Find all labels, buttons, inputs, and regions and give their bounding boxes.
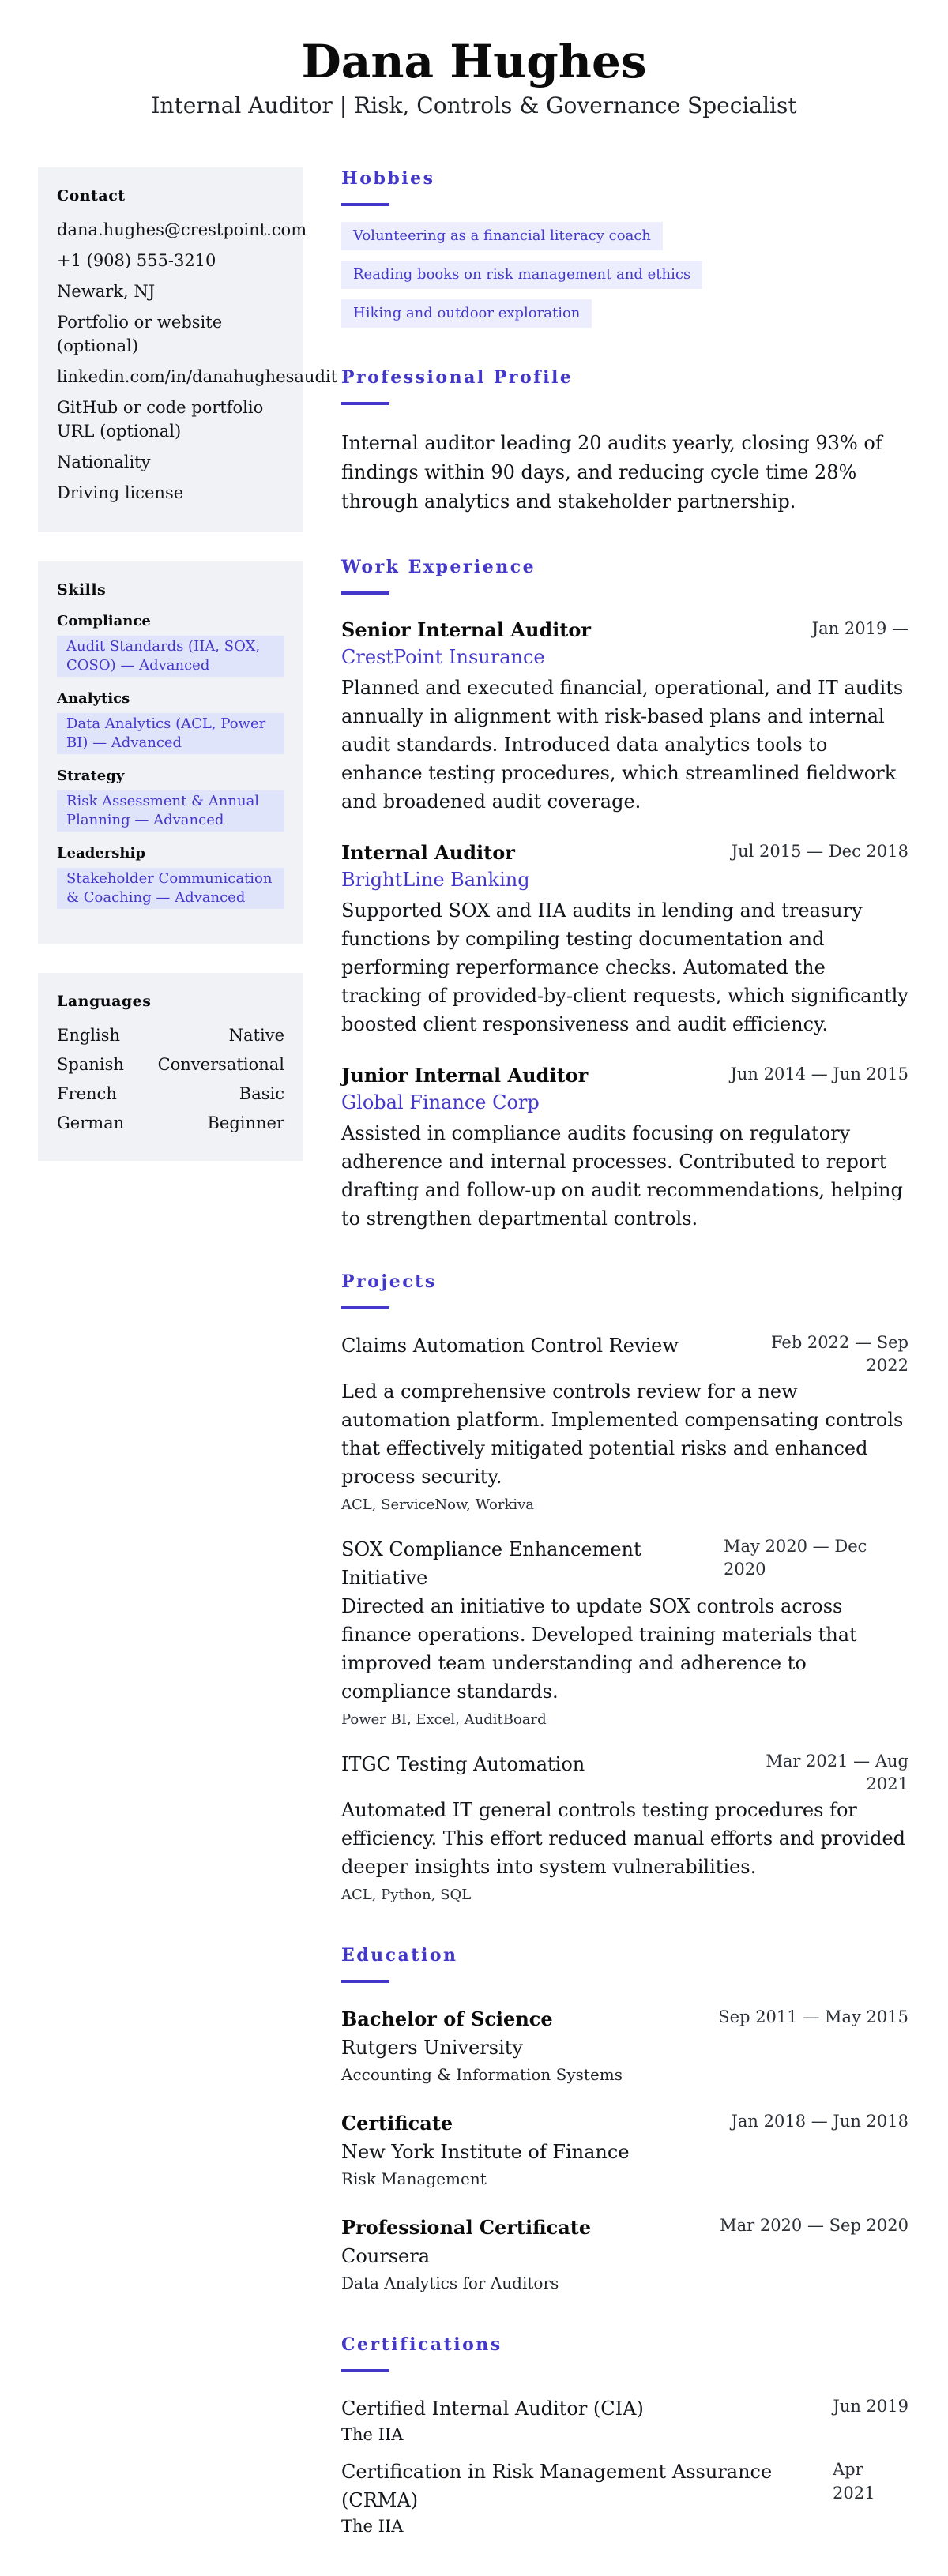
education-entry xyxy=(341,2005,908,2087)
section-divider xyxy=(341,591,389,595)
education-field: Accounting & Information Systems xyxy=(341,2065,623,2084)
job-description: Assisted in compliance audits focusing on regulatory adherence and internal processes. Contributed to report drafting and follow-up on audit recommendations, helping to strengthen departmental controls. xyxy=(341,1122,903,1230)
job-dates: Jan 2019 — xyxy=(811,619,908,638)
education-section xyxy=(341,1944,908,2296)
education-entry xyxy=(341,2109,908,2191)
profile-section xyxy=(341,366,908,516)
skill-group-compliance xyxy=(57,612,284,677)
section-divider xyxy=(341,1980,389,1983)
skill-group-strategy xyxy=(57,767,284,832)
skill-chip: Stakeholder Communication & Coaching — Advanced xyxy=(57,868,284,909)
language-name: English xyxy=(57,1026,121,1045)
job-description: Supported SOX and IIA audits in lending and treasury functions by compiling testing documentation and performing reperformance checks. Automated the tracking of provided-by-client requests, which significantly boosted client responsiveness and audit efficiency. xyxy=(341,899,908,1035)
job-company: CrestPoint Insurance xyxy=(341,646,545,668)
skill-chip: Audit Standards (IIA, SOX, COSO) — Advanced xyxy=(57,636,284,677)
contact-portfolio: Portfolio or website (optional) xyxy=(57,313,223,355)
project-entry xyxy=(341,1331,908,1516)
job-title: Internal Auditor xyxy=(341,841,515,864)
contact-title: Contact xyxy=(57,187,126,205)
job-dates: Jul 2015 — Dec 2018 xyxy=(731,842,908,861)
project-description: Led a comprehensive controls review for a new automation platform. Implemented compensating controls that effectively mitigated potential risks and enhanced process security. xyxy=(341,1380,904,1488)
contact-linkedin[interactable]: linkedin.com/in/danahughesaudit xyxy=(57,367,338,386)
education-dates: Sep 2011 — May 2015 xyxy=(718,2007,908,2026)
language-level: Basic xyxy=(239,1084,284,1103)
job-company: BrightLine Banking xyxy=(341,869,530,891)
education-school: Rutgers University xyxy=(341,2037,523,2059)
project-name: ITGC Testing Automation xyxy=(341,1753,585,1775)
job-dates: Jun 2014 — Jun 2015 xyxy=(730,1065,908,1083)
languages-title: Languages xyxy=(57,993,152,1010)
job-title: Senior Internal Auditor xyxy=(341,618,592,641)
languages-card xyxy=(38,973,303,1161)
hobby-chip: Volunteering as a financial literacy coach xyxy=(341,222,663,250)
certification-name: Certification in Risk Management Assurance (CRMA) xyxy=(341,2461,773,2511)
section-divider xyxy=(341,2369,389,2372)
project-description: Directed an initiative to update SOX controls across finance operations. Developed training materials that improved team understanding and adherence to compliance standards. xyxy=(341,1595,857,1703)
contact-github: GitHub or code portfolio URL (optional) xyxy=(57,398,264,441)
certifications-section xyxy=(341,2334,908,2538)
sidebar xyxy=(38,167,338,2576)
job-company: Global Finance Corp xyxy=(341,1091,540,1113)
project-dates: Feb 2022 — Sep 2022 xyxy=(770,1333,908,1375)
certification-issuer: The IIA xyxy=(341,2517,404,2536)
experience-section xyxy=(341,556,908,1233)
hobby-chip: Reading books on risk management and ethics xyxy=(341,261,702,289)
contact-location: Newark, NJ xyxy=(57,282,156,301)
education-degree: Professional Certificate xyxy=(341,2216,592,2239)
language-row xyxy=(57,1053,284,1076)
language-row xyxy=(57,1082,284,1106)
certification-entry xyxy=(341,2394,908,2446)
skill-group-leadership xyxy=(57,844,284,909)
job-description: Planned and executed financial, operational, and IT audits annually in alignment with risk-based plans and internal audit standards. Introduced data analytics tools to enhance testing procedures, which streamlined fieldwork and broadened audit coverage. xyxy=(341,677,904,813)
certification-date: Jun 2019 xyxy=(833,2397,908,2416)
contact-card xyxy=(38,167,338,532)
education-heading: Education xyxy=(341,1945,458,1966)
resume-header xyxy=(0,0,948,122)
project-dates: May 2020 — Dec 2020 xyxy=(724,1537,867,1579)
profile-heading: Professional Profile xyxy=(341,367,574,388)
section-divider xyxy=(341,402,389,405)
skills-card xyxy=(38,561,303,944)
skill-category: Leadership xyxy=(57,845,145,862)
education-school: Coursera xyxy=(341,2245,431,2267)
contact-phone[interactable]: +1 (908) 555-3210 xyxy=(57,251,216,270)
hobbies-section xyxy=(341,167,908,338)
hobbies-heading: Hobbies xyxy=(341,168,435,189)
hobby-list xyxy=(341,222,908,338)
education-field: Risk Management xyxy=(341,2169,487,2188)
project-name: Claims Automation Control Review xyxy=(341,1335,679,1357)
education-field: Data Analytics for Auditors xyxy=(341,2274,559,2292)
contact-driving-license: Driving license xyxy=(57,483,184,502)
language-name: French xyxy=(57,1084,117,1103)
skill-chip: Data Analytics (ACL, Power BI) — Advanced xyxy=(57,713,284,754)
contact-email[interactable]: dana.hughes@crestpoint.com xyxy=(57,220,307,239)
education-entry xyxy=(341,2214,908,2296)
resume-body xyxy=(0,167,948,2576)
certification-name: Certified Internal Auditor (CIA) xyxy=(341,2398,644,2420)
section-divider xyxy=(341,203,389,206)
experience-heading: Work Experience xyxy=(341,557,536,577)
language-name: German xyxy=(57,1113,125,1132)
job-title: Junior Internal Auditor xyxy=(341,1064,589,1087)
language-level: Beginner xyxy=(207,1113,284,1132)
projects-heading: Projects xyxy=(341,1271,437,1292)
education-degree: Bachelor of Science xyxy=(341,2007,553,2030)
skill-group-analytics xyxy=(57,689,284,754)
project-tech: ACL, Python, SQL xyxy=(341,1887,472,1903)
certifications-heading: Certifications xyxy=(341,2334,502,2355)
education-school: New York Institute of Finance xyxy=(341,2141,630,2163)
project-entry xyxy=(341,1535,908,1731)
section-divider xyxy=(341,1306,389,1309)
certification-date: Apr 2021 xyxy=(833,2460,875,2503)
candidate-tagline: Internal Auditor | Risk, Controls & Governance Specialist xyxy=(151,92,797,118)
profile-summary: Internal auditor leading 20 audits yearly, closing 93% of findings within 90 days, and reducing cycle time 28% through analytics and stakeholder partnership. xyxy=(341,432,882,513)
candidate-name: Dana Hughes xyxy=(301,35,647,88)
skill-chip: Risk Assessment & Annual Planning — Advanced xyxy=(57,790,284,832)
projects-section xyxy=(341,1271,908,1906)
project-tech: ACL, ServiceNow, Workiva xyxy=(341,1496,535,1513)
project-dates: Mar 2021 — Aug 2021 xyxy=(766,1752,908,1793)
job-entry xyxy=(341,617,908,816)
language-row xyxy=(57,1111,284,1135)
language-name: Spanish xyxy=(57,1055,124,1074)
language-level: Native xyxy=(228,1026,284,1045)
skill-category: Compliance xyxy=(57,613,151,629)
project-tech: Power BI, Excel, AuditBoard xyxy=(341,1711,547,1728)
education-dates: Jan 2018 — Jun 2018 xyxy=(731,2112,908,2131)
skill-category: Analytics xyxy=(57,690,130,707)
project-description: Automated IT general controls testing procedures for efficiency. This effort reduced manual efforts and provided deeper insights into system vulnerabilities. xyxy=(341,1799,906,1878)
project-name: SOX Compliance Enhancement Initiative xyxy=(341,1538,641,1589)
job-entry xyxy=(341,839,908,1038)
job-entry xyxy=(341,1062,908,1233)
education-dates: Mar 2020 — Sep 2020 xyxy=(720,2216,908,2235)
hobby-chip: Hiking and outdoor exploration xyxy=(341,299,592,328)
certification-entry xyxy=(341,2458,908,2538)
language-level: Conversational xyxy=(157,1055,284,1074)
main-content xyxy=(341,167,908,2576)
project-entry xyxy=(341,1750,908,1906)
contact-nationality: Nationality xyxy=(57,452,151,471)
skill-category: Strategy xyxy=(57,768,125,784)
education-degree: Certificate xyxy=(341,2112,453,2135)
language-row xyxy=(57,1023,284,1047)
skills-title: Skills xyxy=(57,581,107,599)
certification-issuer: The IIA xyxy=(341,2425,404,2444)
